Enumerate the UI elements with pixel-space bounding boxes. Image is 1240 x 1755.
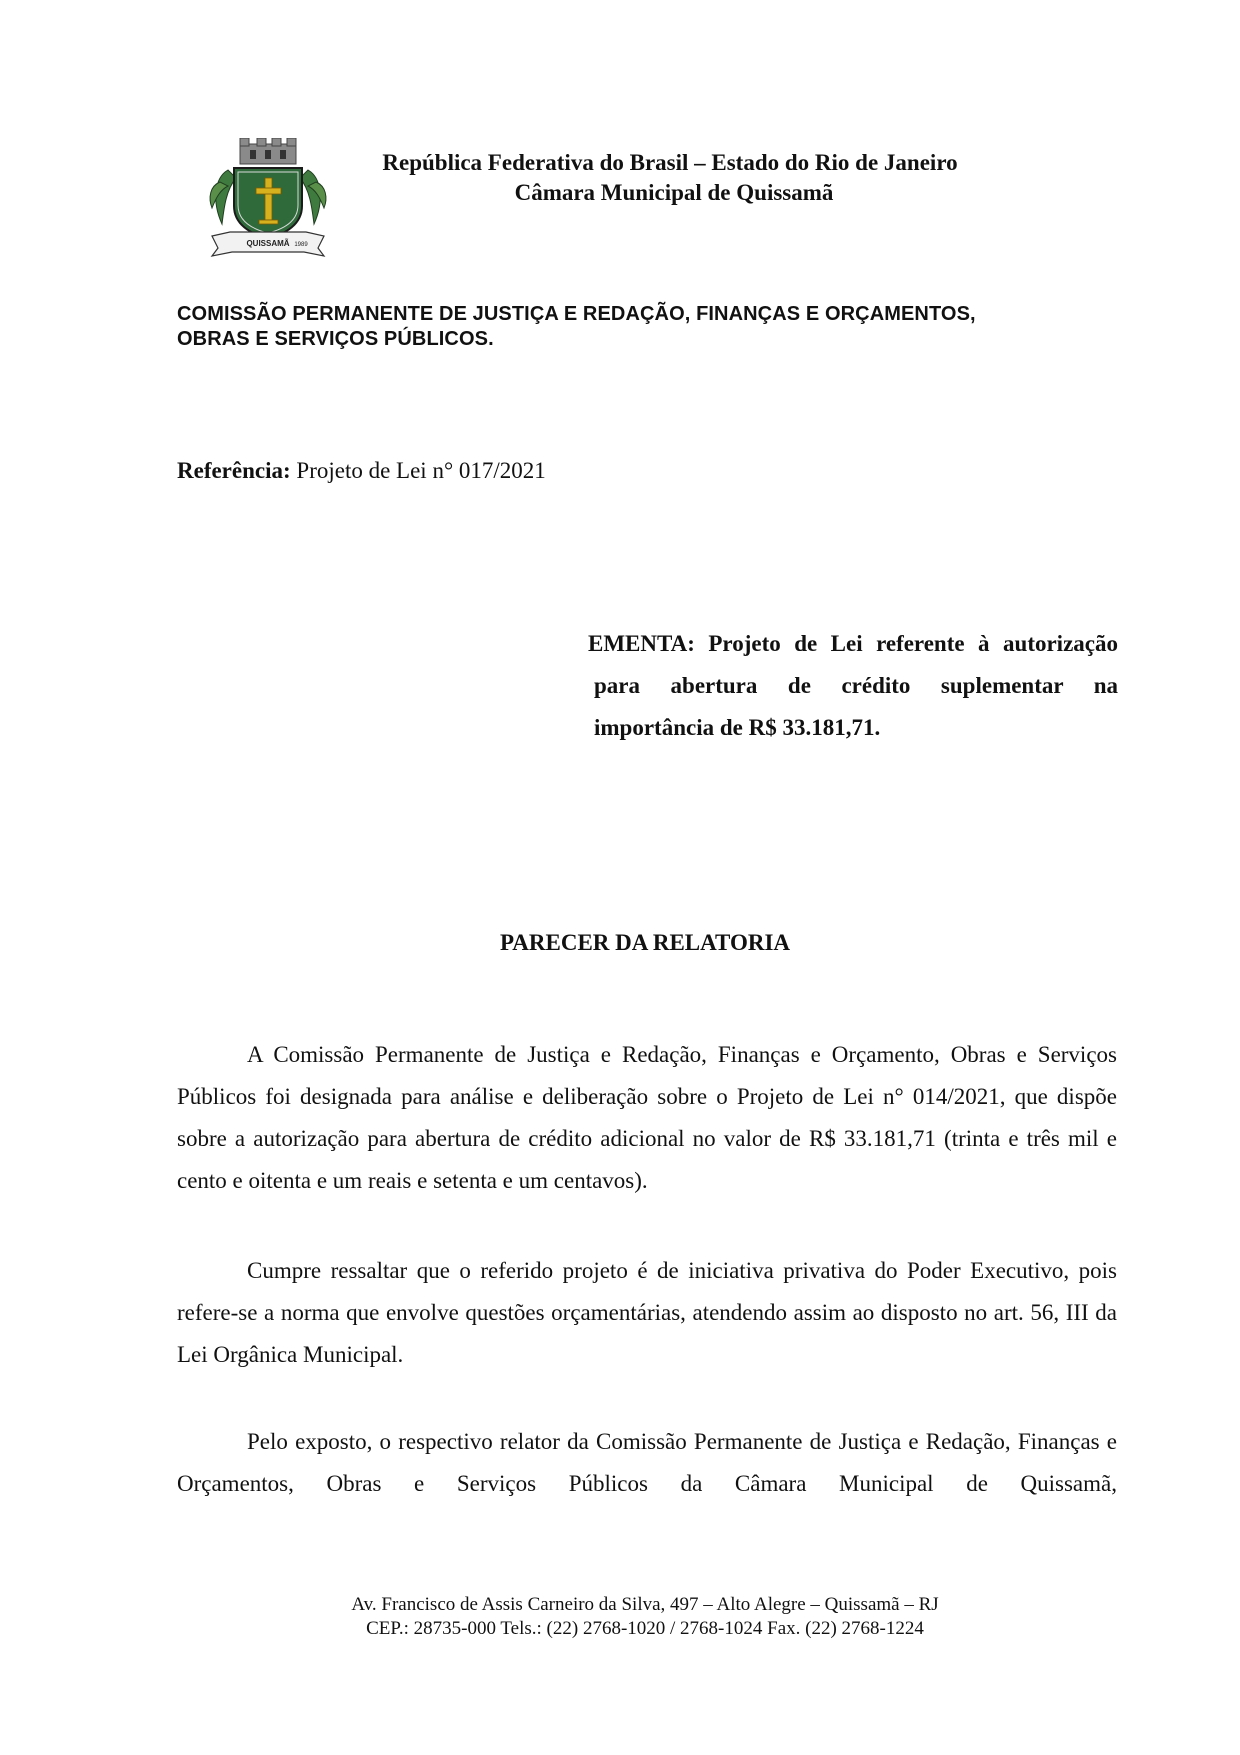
mural-crown-icon: [240, 138, 296, 164]
commission-title: [177, 302, 1117, 352]
section-title-wrapper: [0, 928, 1240, 958]
coat-of-arms-logo: [206, 138, 330, 258]
ementa-line-1: EMENTA: Projeto de Lei referente à autorização: [588, 631, 1118, 656]
coat-of-arms-ribbon-year: 1989: [294, 242, 308, 248]
ementa-block: [588, 623, 1118, 749]
reference-label: Referência:: [177, 458, 291, 483]
ementa-line-3: importância de R$ 33.181,71.: [594, 715, 881, 740]
letterhead-republic-line: República Federativa do Brasil – Estado do Rio de Janeiro: [382, 150, 958, 175]
paragraph-conclusion: Pelo exposto, o respectivo relator da Comissão Permanente de Justiça e Redação, Finanças e Orçamentos, Obras e Serviços Públicos da Câmara Municipal de Quissamã,: [177, 1429, 1117, 1496]
reference-line: [177, 456, 546, 486]
footer-contacts: CEP.: 28735-000 Tels.: (22) 2768-1020 / 2768-1024 Fax. (22) 2768-1224: [366, 1618, 924, 1639]
commission-title-line-1: COMISSÃO PERMANENTE DE JUSTIÇA E REDAÇÃO, FINANÇAS E ORÇAMENTOS,: [177, 303, 976, 325]
footer-address: Av. Francisco de Assis Carneiro da Silva, 497 – Alto Alegre – Quissamã – RJ: [351, 1594, 939, 1615]
shield-icon: [234, 168, 302, 238]
paragraph-designation: A Comissão Permanente de Justiça e Redação, Finanças e Orçamento, Obras e Serviços Públicos foi designada para análise e deliberação sobre o Projeto de Lei n° 014/2021, que dispõe sobre a autorização para abertura de crédito adicional no valor de R$ 33.181,71 (trinta e três mil e cento e oitenta e um reais e setenta e um centavos).: [177, 1042, 1117, 1193]
ribbon-banner: [212, 232, 324, 256]
section-title: PARECER DA RELATORIA: [499, 930, 791, 955]
ementa-line-2: para abertura de crédito suplementar na: [594, 673, 1118, 698]
letterhead: [340, 148, 1000, 208]
coat-of-arms-ribbon-text: QUISSAMÃ: [246, 239, 290, 248]
page-footer: [0, 1593, 1240, 1641]
paragraph-initiative: Cumpre ressaltar que o referido projeto é de iniciativa privativa do Poder Executivo, pois refere-se a norma que envolve questões orçamentárias, atendendo assim ao disposto no art. 56, III da Lei Orgânica Municipal.: [177, 1258, 1117, 1367]
reference-value: Projeto de Lei n° 017/2021: [296, 458, 546, 483]
letterhead-chamber-line: Câmara Municipal de Quissamã: [514, 180, 834, 205]
commission-title-line-2: OBRAS E SERVIÇOS PÚBLICOS.: [177, 328, 494, 350]
